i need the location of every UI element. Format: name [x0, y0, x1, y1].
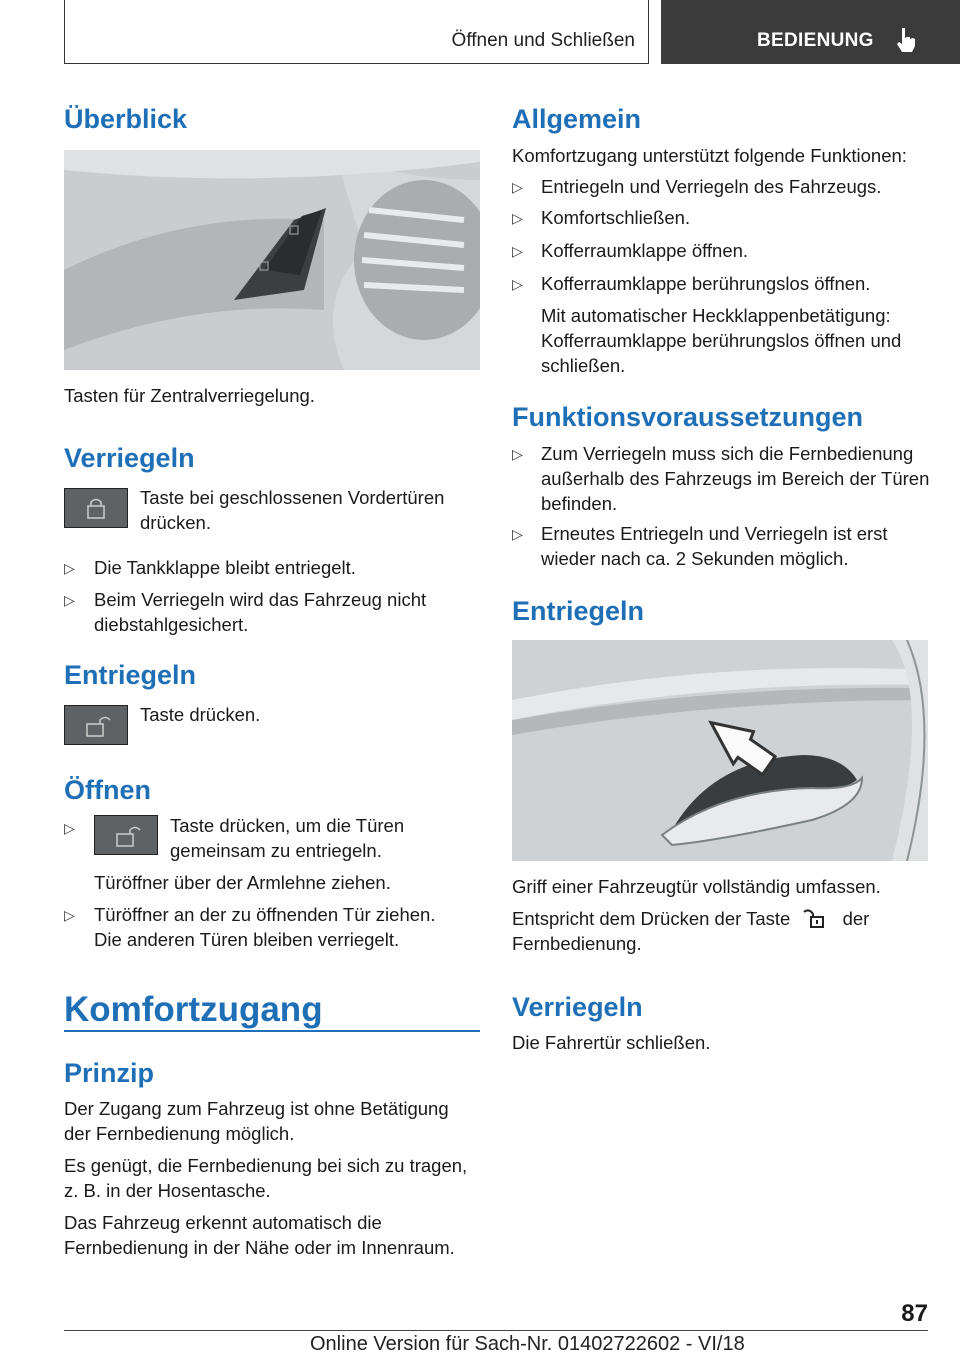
triangle-right-icon: ▷ — [64, 907, 75, 923]
list-item: Kofferraumklappe berührungslos öffnen. — [541, 273, 871, 294]
verriegeln-right-text: Die Fahrertür schließen. — [512, 1032, 711, 1053]
komfortzugang-title: Komfortzugang — [64, 990, 323, 1029]
header-section-title: Öffnen und Schließen — [451, 30, 635, 51]
prinzip-paragraph: Der Zugang zum Fahrzeug ist ohne Betätigung der Fernbedienung möglich. — [64, 1098, 449, 1144]
central-lock-buttons-photo — [64, 150, 480, 370]
verriegeln-right-title: Verriegeln — [512, 992, 643, 1022]
list-item-subtext: Mit automatischer Heckklappenbetätigung: Kofferraumklappe berührungslos öffnen und schließen. — [541, 305, 902, 376]
triangle-right-icon: ▷ — [512, 210, 523, 226]
entriegeln-title: Entriegeln — [64, 660, 197, 690]
taste-post-text: der Fernbedienung. — [512, 908, 870, 954]
prinzip-paragraph: Es genügt, die Fernbedienung bei sich zu tragen, z. B. in der Hosentasche. — [64, 1155, 468, 1201]
oeffnen-title: Öffnen — [64, 775, 151, 805]
unlock-button-icon — [94, 815, 158, 855]
door-handle-photo — [512, 640, 928, 861]
entriegeln-text: Taste drücken. — [140, 704, 261, 725]
taste-pre-text: Entspricht dem Drücken der Taste — [512, 908, 791, 929]
unlock-button-icon — [64, 705, 128, 745]
triangle-right-icon: ▷ — [64, 592, 75, 608]
online-version-note: Online Version für Sach-Nr. 01402722602 - VI/18 — [310, 1333, 745, 1355]
list-item: Zum Verriegeln muss sich die Fernbedienung außerhalb des Fahrzeugs im Bereich der Türen befinden. — [541, 443, 930, 514]
funktionsvoraussetzungen-title: Funktionsvoraussetzungen — [512, 402, 864, 432]
triangle-right-icon: ▷ — [512, 179, 523, 195]
list-item-subtext: Türöffner über der Armlehne ziehen. — [94, 872, 391, 893]
triangle-right-icon: ▷ — [512, 446, 523, 462]
unlock-icon — [799, 907, 833, 929]
taste-paragraph — [512, 906, 932, 956]
section-divider — [64, 1030, 480, 1032]
allgemein-title: Allgemein — [512, 104, 642, 134]
triangle-right-icon: ▷ — [512, 276, 523, 292]
list-item: Entriegeln und Verriegeln des Fahrzeugs. — [541, 176, 882, 197]
list-item: Beim Verriegeln wird das Fahrzeug nicht diebstahlgesichert. — [94, 589, 427, 635]
prinzip-title: Prinzip — [64, 1058, 155, 1088]
triangle-right-icon: ▷ — [64, 560, 75, 576]
prinzip-paragraph: Das Fahrzeug erkennt automatisch die Fernbedienung in der Nähe oder im Innenraum. — [64, 1212, 455, 1258]
list-item: Die Tankklappe bleibt entriegelt. — [94, 557, 356, 578]
list-item: Erneutes Entriegeln und Verriegeln ist erst wieder nach ca. 2 Sekunden möglich. — [541, 523, 888, 569]
entriegeln-right-title: Entriegeln — [512, 596, 645, 626]
page-number: 87 — [901, 1300, 928, 1327]
triangle-right-icon: ▷ — [512, 243, 523, 259]
triangle-right-icon: ▷ — [64, 820, 75, 836]
triangle-right-icon: ▷ — [512, 526, 523, 542]
list-item: Türöffner an der zu öffnenden Tür ziehen. Die anderen Türen bleiben verriegelt. — [94, 904, 436, 950]
list-item: Komfortschließen. — [541, 207, 691, 228]
verriegeln-text: Taste bei geschlossenen Vordertüren drücken. — [140, 487, 445, 533]
hand-pointer-icon — [893, 26, 919, 54]
list-item: Taste drücken, um die Türen gemeinsam zu entriegeln. — [170, 815, 405, 861]
list-item: Kofferraumklappe öffnen. — [541, 240, 749, 261]
header-chapter-title: BEDIENUNG — [757, 30, 874, 51]
ueberblick-title: Überblick — [64, 104, 188, 134]
verriegeln-title: Verriegeln — [64, 443, 195, 473]
door-photo-caption: Griff einer Fahrzeugtür vollständig umfassen. — [512, 876, 881, 897]
allgemein-intro: Komfortzugang unterstützt folgende Funktionen: — [512, 145, 907, 166]
lock-button-icon — [64, 488, 128, 528]
overview-photo-caption: Tasten für Zentralverriegelung. — [64, 385, 315, 406]
footer-divider — [64, 1330, 928, 1331]
